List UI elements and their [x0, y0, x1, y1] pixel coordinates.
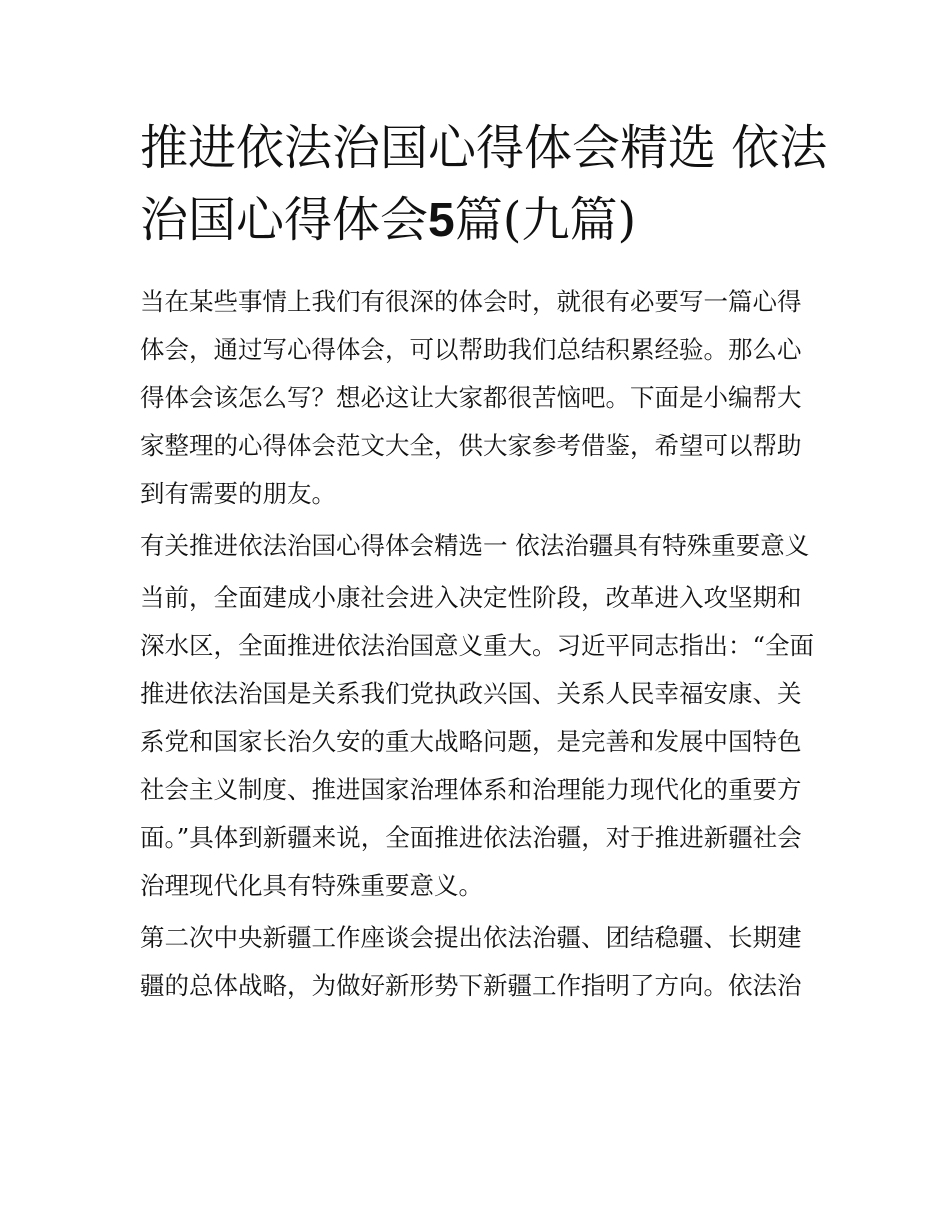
body-paragraph: 当前，全面建成小康社会进入决定性阶段，改革进入攻坚期和深水区，全面推进依法治国意义重大。习近平同志指出：“全面推进依法治国是关系我们党执政兴国、关系人民幸福安康、关系党和国家长治久安的重大战略问题，是完善和发展中国特色社会主义制度、推进国家治理体系和治理能力现代化的重要方面。”具体到新疆来说，全面推进依法治疆，对于推进新疆社会治理现代化具有特殊重要意义。 [140, 583, 815, 900]
document-body [140, 278, 815, 1014]
body-paragraph: 第二次中央新疆工作座谈会提出依法治疆、团结稳疆、长期建疆的总体战略，为做好新形势下新疆工作指明了方向。依法治 [140, 923, 802, 1000]
document-title [140, 112, 830, 257]
section-heading: 有关推进依法治国心得体会精选一 依法治疆具有特殊重要意义 [140, 531, 810, 560]
title-text-part2: 篇(九篇) [454, 192, 637, 248]
title-text-part1: 推进依法治国心得体会精选 依法治国心得体会 [140, 120, 828, 248]
title-number: 5 [428, 194, 455, 247]
intro-paragraph: 当在某些事情上我们有很深的体会时，就很有必要写一篇心得体会，通过写心得体会，可以帮助我们总结积累经验。那么心得体会该怎么写？想必这让大家都很苦恼吧。下面是小编帮大家整理的心得体会范文大全，供大家参考借鉴，希望可以帮助到有需要的朋友。 [140, 287, 802, 508]
